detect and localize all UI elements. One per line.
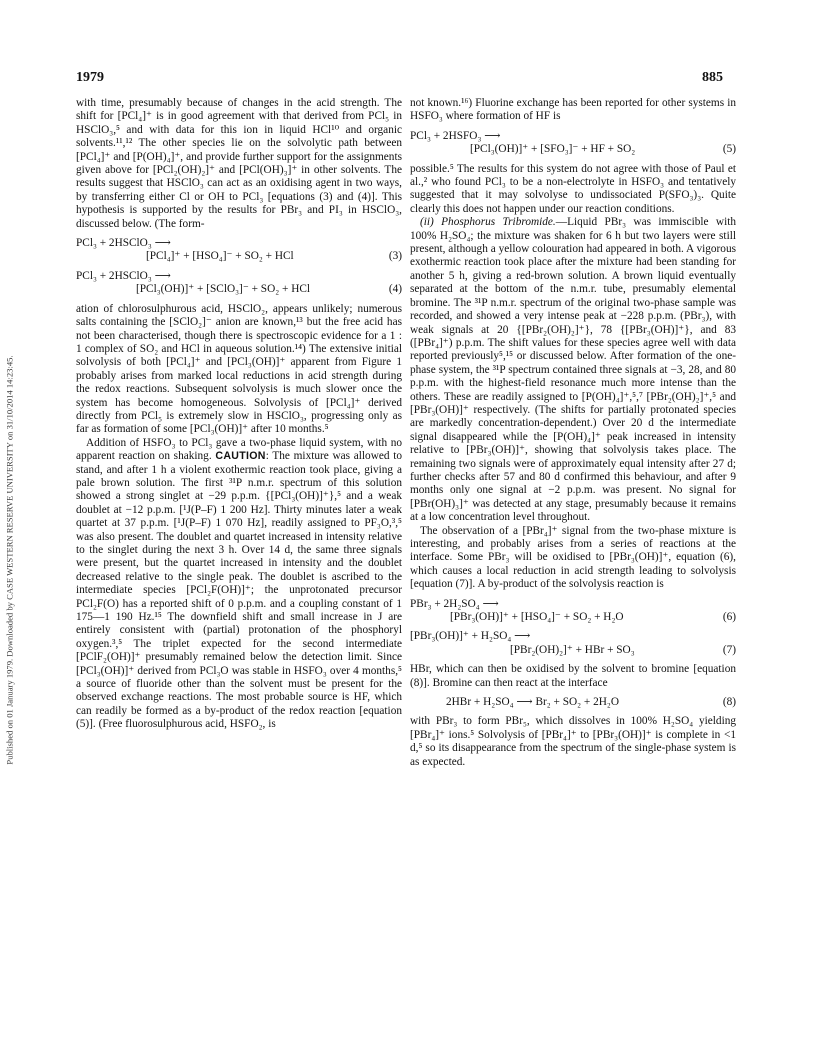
equation-4-number: (4) — [388, 283, 402, 296]
paragraph-text: Addition of HSFO₃ to PCl₃ gave a two-phase liquid system, with no apparent reaction on shaking. — [76, 436, 402, 463]
equation-3-line-1: PCl₃ + 2HSClO₃ ⟶ — [76, 237, 171, 250]
paragraph: with PBr₃ to form PBr₅, which dissolves in 100% H₂SO₄ yielding [PBr₄]⁺ ions.⁵ Solvolysis of [PBr₄]⁺ to [PBr₃(OH)]⁺ is complete in <1 d,⁵ so its disappearance from the spectrum of the single-phase system is as expected. — [410, 715, 736, 768]
equation-8-number: (8) — [722, 696, 736, 709]
equation-4 — [76, 270, 402, 297]
equation-3 — [76, 237, 402, 264]
equation-4-line-1: PCl₃ + 2HSClO₃ ⟶ — [76, 269, 171, 282]
paragraph-text: : The mixture was allowed to stand, and after 1 h a violent exothermic reaction took place, giving a pale brown solution. The first ³¹P n.m.r. spectrum of this solution showed a strong singlet at −29 p.p.m. {[PCl₃(OH)]⁺},⁵ and a weak doublet at −12 p.p.m. [¹J(P–F) 1 200 Hz]. Thirty minutes later a weak quartet at 37 p.p.m. [¹J(P–F) 1 070 Hz], readily assigned to PF₃O,³,⁵ was also present. The doublet and quartet increased in intensity relative to the singlet during the next 3 h. Over 14 d, the same three signals were present, but the quartet increased in intensity and the doublet decreased relative to the single peak. The doublet is ascribed to the intermediate species [PCl₂F(OH)]⁺; the unprotonated precursor PCl₂F(O) has a reported shift of 0 p.p.m. and a coupling constant of 1 175—1 190 Hz.¹⁵ The downfield shift and small increase in J are entirely consistent with (partial) protonation of the phosphoryl oxygen.³,⁵ The triplet expected for the second intermediate [PClF₂(OH)]⁺ presumably remained below the detection limit. Since [PCl₃(OH)]⁺ derived from PCl₃O was stable in HSFO₃ over 4 months,⁵ a source of fluoride other than the solvent must be present for the observed exchange reactions. The most probable source is HF, which can readily be formed as a by-product of the redox reaction [equation (5)]. (Free fluorosulphurous acid, HSFO₂, is — [76, 450, 403, 731]
equation-6-number: (6) — [722, 611, 736, 624]
paragraph: not known.¹⁶) Fluorine exchange has been reported for other systems in HSFO₃ where formation of HF is — [410, 97, 736, 123]
equation-6-line-2: [PBr₃(OH)]⁺ + [HSO₄]⁻ + SO₂ + H₂O — [450, 611, 624, 624]
equation-5-number: (5) — [722, 143, 736, 156]
paragraph: possible.⁵ The results for this system do not agree with those of Paul et al.,² who found PCl₃ to be a non-electrolyte in HSFO₃ and tentatively suggested that it may solvolyse to undissociated P(SFO₃)₃. Quite clearly this does not happen under our reaction conditions. — [410, 162, 736, 215]
equation-6-line-1: PBr₃ + 2H₂SO₄ ⟶ — [410, 597, 499, 610]
paragraph: ation of chlorosulphurous acid, HSClO₂, appears unlikely; numerous salts containing the [SClO₂]⁻ anion are known,¹³ but the free acid has not been characterised, though there is spectroscopic evidence for a 1 : 1 complex of SO₂ and HCl in aqueous solution.¹⁴) The extensive initial solvolysis of both [PCl₄]⁺ and [PCl₃(OH)]⁺ apparent from Figure 1 probably arises from marked local reductions in acid strength during the redox reactions. Subsequent solvolysis is much slower once the system has become homogeneous. Solvolysis of [PCl₄]⁺ derived directly from PCl₅ is extremely slow in HSClO₃, progressing only as far as formation of some [PCl₃(OH)]⁺ after 10 months.⁵ — [76, 302, 402, 436]
equation-5-line-1: PCl₃ + 2HSFO₃ ⟶ — [410, 129, 501, 142]
download-notice — [2, 120, 18, 1000]
paragraph: HBr, which can then be oxidised by the solvent to bromine [equation (8)]. Bromine can then react at the interface — [410, 663, 736, 689]
equation-8-text: 2HBr + H₂SO₄ ⟶ Br₂ + SO₂ + 2H₂O — [446, 696, 620, 709]
paragraph: The observation of a [PBr₄]⁺ signal from the two-phase mixture is interesting, and probably arises from a series of reactions at the interface. Some PBr₃ will be oxidised to [PBr₃(OH)]⁺, equation (6), which causes a local reduction in acid strength leading to solvolysis [equation (7)]. A by-product of the solvolysis reaction is — [410, 524, 736, 591]
paragraph-text: —Liquid PBr₃ was immiscible with 100% H₂SO₄; the mixture was shaken for 6 h but two layers were still present, although a yellow colouration had appeared in both. A vigorous exothermic reaction took place after the mixture had been standing for another 5 h, giving a red-brown solution. A brown liquid eventually separated at the bottom of the n.m.r. tube, presumably elemental bromine. The ³¹P n.m.r. spectrum of the original two-phase sample was recorded, and showed a very intense peak at −228 p.p.m. (PBr₃), with weak signals at 20 {[PBr₂(OH)₂]⁺}, 78 {[PBr₃(OH)]⁺}, and 83 ([PBr₄]⁺) p.p.m. The shift values for these species agree well with data reported previously⁵,¹⁵ or discussed below. After formation of the one-phase system, the ³¹P spectrum contained three signals at −3, 28, and 80 p.p.m. with the highest-field resonance much more intense than the others. These are readily assigned to [P(OH)₄]⁺,⁵,⁷ [PBr₂(OH)₂]⁺,⁵ and [PBr₃(OH)]⁺ respectively. (The shifts for partially protonated species are markedly concentration-dependent.) Over 20 d the intermediate signal disappeared while the [P(OH)₄]⁺ peak increased in intensity relative to [PBr₃(OH)]⁺, showing that solvolysis takes place. The remaining two signals were of approximately equal intensity after 27 d; further checks after 57 and 80 d confirmed this behaviour, and after 9 months only one signal at −2 p.p.m. was present. No signal for [PBr(OH)₃]⁺ was detected at any stage, presumably because it remains at a low concentration level throughout. — [410, 216, 737, 524]
equation-3-line-2: [PCl₄]⁺ + [HSO₄]⁻ + SO₂ + HCl — [146, 250, 294, 263]
right-column — [410, 97, 736, 769]
paragraph: with time, presumably because of changes in the acid strength. The shift for [PCl₄]⁺ is in good agreement with that derived from PCl₅ in HSClO₃,⁵ and with data for this ion in liquid HCl¹⁰ and organic solvents.¹¹,¹² The other species lie on the solvolytic path between [PCl₄]⁺ and [P(OH)₄]⁺, and provide further support for the assignments given above for [PCl₂(OH)₂]⁺ and [PCl(OH)₃]⁺ in other solvents. The results suggest that HSClO₃ can act as an oxidising agent in two ways, by transferring either Cl or OH to PCl₃ [equations (3) and (4)]. This hypothesis is supported by the results for PBr₃ and PI₃ in HSClO₃, discussed below. (The form- — [76, 97, 402, 230]
equation-5-line-2: [PCl₃(OH)]⁺ + [SFO₃]⁻ + HF + SO₂ — [470, 143, 636, 156]
section-label: (ii) Phosphorus Tribromide. — [420, 216, 556, 229]
left-column — [76, 97, 402, 732]
page-number: 885 — [702, 70, 723, 85]
equation-8 — [410, 696, 736, 709]
equation-7-number: (7) — [722, 643, 736, 656]
equation-6 — [410, 598, 736, 625]
equation-7 — [410, 630, 736, 657]
equation-4-line-2: [PCl₃(OH)]⁺ + [SClO₃]⁻ + SO₂ + HCl — [136, 283, 311, 296]
paragraph — [76, 437, 402, 732]
download-notice-text: Published on 01 January 1979. Downloaded by CASE WESTERN RESERVE UNIVERSITY on 31/10/2014 14:23:45. — [5, 355, 16, 765]
caution-label: CAUTION — [215, 450, 266, 463]
page-year: 1979 — [76, 70, 104, 85]
paragraph — [410, 216, 736, 524]
equation-7-line-1: [PBr₃(OH)]⁺ + H₂SO₄ ⟶ — [410, 630, 531, 643]
equation-5 — [410, 130, 736, 157]
equation-3-number: (3) — [388, 250, 402, 263]
equation-7-line-2: [PBr₂(OH)₂]⁺ + HBr + SO₃ — [510, 643, 635, 656]
